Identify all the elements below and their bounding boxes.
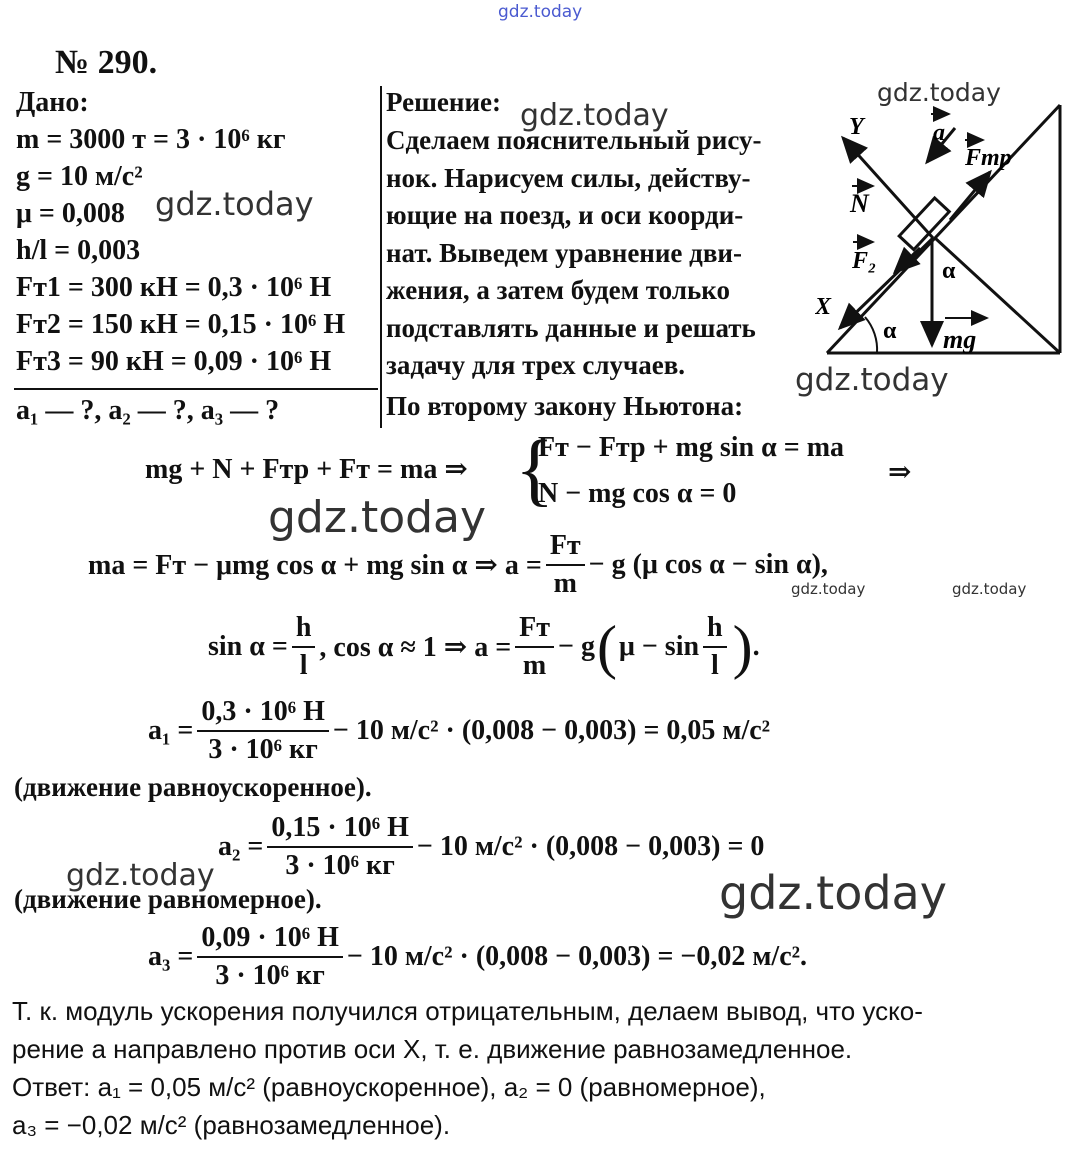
block — [899, 198, 949, 250]
eq3-fraction-1 — [292, 612, 316, 682]
eq2 — [88, 530, 828, 600]
eq1-system-line1: Fт − Fтр + mg sin α = ma — [538, 432, 845, 463]
eq1-brace: { — [515, 423, 555, 514]
eq3-den3: l — [710, 650, 719, 681]
y-axis-arrow — [843, 138, 933, 238]
a2-num: 0,15 · 10⁶ Н — [267, 812, 413, 848]
given-title: Дано: — [16, 87, 89, 118]
label-x: X — [815, 294, 832, 320]
a3-right: − 10 м/с² · (0,008 − 0,003) = −0,02 м/с². — [346, 941, 808, 972]
a3-left: a₃ = — [148, 941, 194, 972]
given-line: h/l = 0,003 — [16, 235, 141, 266]
label-angle-2: α — [883, 318, 897, 344]
eq2-left: ma = Fт − μmg cos α + mg sin α ⇒ a = — [88, 550, 542, 581]
eq3-num2: Fт — [515, 612, 554, 648]
eq3-left: sin α = — [208, 631, 288, 662]
a3-num: 0,09 · 10⁶ Н — [197, 922, 343, 958]
a1-right: − 10 м/с² · (0,008 − 0,003) = 0,05 м/с² — [332, 715, 771, 746]
eq3-right-a: − g — [558, 631, 595, 662]
watermark-small-2: gdz.today — [952, 580, 1027, 598]
given-line: g = 10 м/с² — [16, 161, 143, 192]
eq3-mid: , cos α ≈ 1 ⇒ a = — [319, 632, 512, 663]
watermark-solution: gdz.today — [520, 98, 669, 133]
given-find: a₁ — ?, a₂ — ?, a₃ — ? — [16, 395, 280, 426]
eq3-fraction-3 — [703, 612, 727, 682]
a1-fraction — [197, 696, 329, 766]
a1-left: a₁ = — [148, 715, 194, 746]
eq3-paren-close: ) — [732, 613, 753, 680]
solution-line: подставлять данные и решать — [386, 313, 756, 343]
watermark-top: gdz.today — [498, 2, 583, 22]
answer-line: Ответ: a₁ = 0,05 м/с² (равноускоренное), a₂ = 0 (равномерное), — [12, 1072, 766, 1102]
solution-title: Решение: — [386, 87, 501, 117]
solution-line: ющие на поезд, и оси коорди- — [386, 200, 744, 230]
eq3-num: h — [292, 612, 316, 648]
solution-line: нат. Выведем уравнение дви- — [386, 238, 742, 268]
a1-note: (движение равноускоренное). — [14, 772, 372, 802]
force-diagram — [815, 100, 1070, 365]
watermark-given: gdz.today — [155, 185, 314, 223]
given-line: Fт3 = 90 кН = 0,09 · 10⁶ Н — [16, 346, 332, 377]
given-vertical-divider — [380, 86, 382, 428]
eq2-den: m — [553, 568, 577, 599]
label-a: a — [933, 120, 945, 146]
eq3-period: . — [752, 631, 760, 662]
problem-number: № 290. — [55, 44, 158, 81]
eq3-den: l — [299, 650, 308, 681]
watermark-small-1: gdz.today — [791, 580, 866, 598]
eq1-left: mg + N + Fтр + Fт = ma ⇒ — [145, 454, 468, 485]
solution-line: задачу для трех случаев. — [386, 350, 686, 380]
conclusion-line: рение a направлено против оси X, т. е. движение равнозамедленное. — [12, 1034, 853, 1064]
given-divider — [14, 388, 378, 390]
eq3-paren-open: ( — [596, 613, 617, 680]
answer-line: a₃ = −0,02 м/с² (равнозамедленное). — [12, 1110, 451, 1140]
a3-fraction — [197, 922, 343, 992]
eq3-fraction-2 — [515, 612, 554, 682]
eq3 — [208, 612, 760, 682]
conclusion-line: Т. к. модуль ускорения получился отрицательным, делаем вывод, что уско- — [12, 996, 923, 1026]
a1-den: 3 · 10⁶ кг — [208, 734, 318, 765]
a1-num: 0,3 · 10⁶ Н — [197, 696, 329, 732]
eq2-num: Fт — [546, 530, 585, 566]
a2-note: (движение равномерное). — [14, 884, 322, 914]
eq1-system-line2: N − mg cos α = 0 — [538, 478, 737, 509]
label-gravity: mg — [943, 325, 977, 354]
a2-equation — [218, 812, 764, 882]
solution-line: По второму закону Ньютона: — [386, 391, 744, 421]
given-line: μ = 0,008 — [16, 198, 125, 229]
solution-line: жения, а затем будем только — [386, 275, 730, 305]
watermark-diagram: gdz.today — [877, 78, 1001, 107]
label-normal: N — [850, 189, 869, 218]
watermark-right: gdz.today — [719, 866, 947, 920]
solution-line: Сделаем пояснительный рису- — [386, 125, 762, 155]
label-traction: F₂ — [852, 248, 877, 274]
label-friction: Fтр — [965, 145, 1012, 171]
label-y: Y — [849, 114, 864, 140]
friction-arrow — [950, 172, 990, 220]
watermark-left: gdz.today — [66, 858, 215, 893]
watermark-center: gdz.today — [268, 492, 487, 543]
eq3-den2: m — [522, 650, 547, 681]
eq3-right-b: μ − sin — [618, 631, 700, 662]
given-line: Fт2 = 150 кН = 0,15 · 10⁶ Н — [16, 309, 346, 340]
a3-den: 3 · 10⁶ кг — [215, 960, 325, 991]
label-angle-1: α — [942, 258, 956, 284]
given-line: m = 3000 т = 3 · 10⁶ кг — [16, 124, 286, 155]
eq3-num3: h — [703, 612, 727, 648]
a2-fraction — [267, 812, 413, 882]
a3-equation — [148, 922, 807, 992]
angle-arc — [865, 317, 877, 353]
a2-right: − 10 м/с² · (0,008 − 0,003) = 0 — [416, 831, 765, 862]
solution-line: нок. Нарисуем силы, действу- — [386, 163, 751, 193]
a2-left: a₂ = — [218, 831, 264, 862]
watermark-below-diagram: gdz.today — [795, 362, 949, 398]
eq2-fraction — [546, 530, 585, 600]
a1-equation — [148, 696, 770, 766]
eq2-right: − g (μ cos α − sin α), — [588, 549, 828, 580]
a2-den: 3 · 10⁶ кг — [285, 850, 395, 881]
eq1-right: ⇒ — [888, 457, 912, 488]
given-line: Fт1 = 300 кН = 0,3 · 10⁶ Н — [16, 272, 332, 303]
